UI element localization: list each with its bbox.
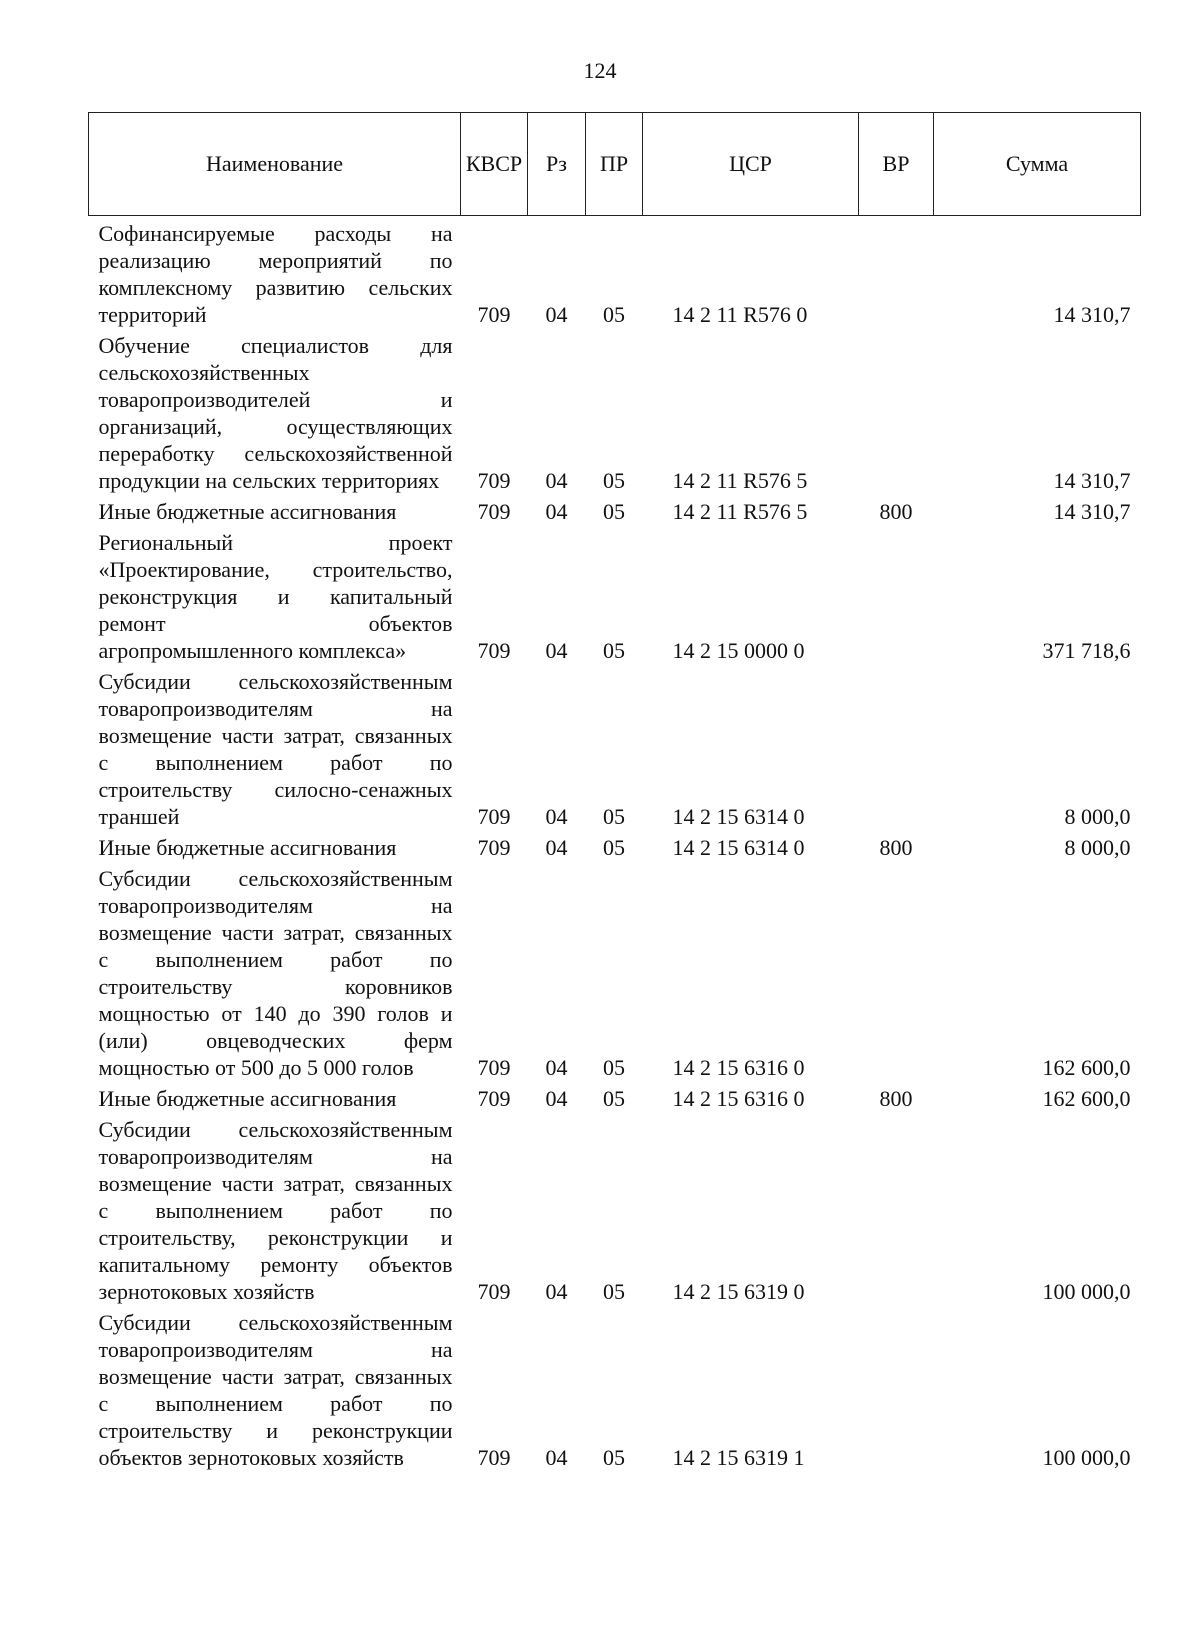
table-row	[89, 668, 1141, 834]
table-body	[89, 216, 1141, 1476]
row-name: Субсидии сельскохозяйственным товаропроизводителям на возмещение части затрат, связанных с выполнением работ по строительству силосно-сенажных траншей	[98, 669, 453, 829]
row-pr: 05	[603, 1055, 625, 1080]
row-csr: 14 2 11 R576 5	[672, 499, 808, 524]
row-kvsr: 709	[477, 302, 511, 327]
row-name: Региональный проект «Проектирование, строительство, реконструкция и капитальный ремонт объектов агропромышленного комплекса»	[98, 530, 453, 663]
row-sum: 8 000,0	[1064, 804, 1131, 829]
header-row	[89, 113, 1141, 216]
budget-table-container	[88, 112, 1140, 1475]
row-vr	[859, 668, 934, 834]
row-rz: 04	[545, 1445, 568, 1470]
row-name: Иные бюджетные ассигнования	[98, 499, 397, 524]
row-kvsr: 709	[477, 468, 511, 493]
row-name: Обучение специалистов для сельскохозяйственных товаропроизводителей и организаций, осуществляющих переработку сельскохозяйственной продукции на сельских территориях	[98, 333, 453, 493]
row-kvsr: 709	[477, 499, 511, 524]
table-header	[89, 113, 1141, 216]
row-csr: 14 2 15 6316 0	[672, 1055, 805, 1080]
header-vr: ВР	[859, 113, 934, 216]
row-sum: 100 000,0	[1042, 1445, 1131, 1470]
row-sum: 100 000,0	[1042, 1279, 1131, 1304]
row-rz: 04	[545, 468, 568, 493]
row-kvsr: 709	[477, 804, 511, 829]
row-rz: 04	[545, 804, 568, 829]
row-pr: 05	[603, 835, 625, 860]
row-kvsr: 709	[477, 1445, 511, 1470]
row-csr: 14 2 15 6314 0	[672, 804, 805, 829]
row-kvsr: 709	[477, 835, 511, 860]
row-csr: 14 2 15 6319 1	[672, 1445, 805, 1470]
row-pr: 05	[603, 1279, 625, 1304]
row-name: Субсидии сельскохозяйственным товаропроизводителям на возмещение части затрат, связанных с выполнением работ по строительству и реконструкции объектов зернотоковых хозяйств	[98, 1310, 453, 1470]
row-kvsr: 709	[477, 1086, 511, 1111]
page-number: 124	[583, 58, 617, 83]
header-csr: ЦСР	[643, 113, 859, 216]
row-sum: 14 310,7	[1053, 302, 1131, 327]
row-vr	[859, 865, 934, 1085]
table-row	[89, 865, 1141, 1085]
row-csr: 14 2 15 6314 0	[672, 835, 805, 860]
row-sum: 162 600,0	[1042, 1055, 1131, 1080]
table-row	[89, 529, 1141, 668]
row-rz: 04	[545, 835, 568, 860]
row-pr: 05	[603, 302, 625, 327]
row-pr: 05	[603, 1086, 625, 1111]
row-name: Субсидии сельскохозяйственным товаропроизводителям на возмещение части затрат, связанных с выполнением работ по строительству, реконструкции и капитальному ремонту объектов зернотоковых хозяйств	[98, 1117, 453, 1304]
budget-table	[88, 112, 1141, 1475]
row-rz: 04	[545, 499, 568, 524]
row-rz: 04	[545, 1279, 568, 1304]
row-sum: 371 718,6	[1042, 638, 1131, 663]
row-csr: 14 2 11 R576 0	[672, 302, 808, 327]
row-kvsr: 709	[477, 1055, 511, 1080]
row-sum: 8 000,0	[1064, 835, 1131, 860]
table-row	[89, 834, 1141, 865]
table-row	[89, 1116, 1141, 1309]
row-pr: 05	[603, 1445, 625, 1470]
row-name: Иные бюджетные ассигнования	[98, 1086, 397, 1111]
row-vr	[859, 529, 934, 668]
row-vr	[859, 1116, 934, 1309]
row-csr: 14 2 15 0000 0	[672, 638, 805, 663]
row-csr: 14 2 11 R576 5	[672, 468, 808, 493]
table-row	[89, 1085, 1141, 1116]
row-pr: 05	[603, 468, 625, 493]
row-rz: 04	[545, 638, 568, 663]
row-vr	[859, 1309, 934, 1475]
row-pr: 05	[603, 499, 625, 524]
row-vr: 800	[879, 835, 913, 860]
table-row	[89, 498, 1141, 529]
row-rz: 04	[545, 302, 568, 327]
row-csr: 14 2 15 6316 0	[672, 1086, 805, 1111]
row-sum: 14 310,7	[1053, 499, 1131, 524]
row-sum: 162 600,0	[1042, 1086, 1131, 1111]
row-name: Иные бюджетные ассигнования	[98, 835, 397, 860]
row-kvsr: 709	[477, 638, 511, 663]
row-pr: 05	[603, 804, 625, 829]
row-name: Софинансируемые расходы на реализацию мероприятий по комплексному развитию сельских территорий	[98, 221, 453, 327]
row-sum: 14 310,7	[1053, 468, 1131, 493]
row-csr: 14 2 15 6319 0	[672, 1279, 805, 1304]
row-vr	[859, 332, 934, 498]
header-pr: ПР	[586, 113, 643, 216]
row-name: Субсидии сельскохозяйственным товаропроизводителям на возмещение части затрат, связанных с выполнением работ по строительству коровников мощностью от 140 до 390 голов и (или) овцеводческих ферм мощностью от 500 до 5 000 голов	[98, 866, 453, 1080]
table-row	[89, 332, 1141, 498]
header-kvsr: КВСР	[461, 113, 528, 216]
header-rz: Рз	[528, 113, 586, 216]
row-pr: 05	[603, 638, 625, 663]
table-row	[89, 216, 1141, 333]
row-rz: 04	[545, 1055, 568, 1080]
table-row	[89, 1309, 1141, 1475]
header-name: Наименование	[89, 113, 461, 216]
row-rz: 04	[545, 1086, 568, 1111]
row-vr: 800	[879, 1086, 913, 1111]
row-vr	[859, 216, 934, 333]
row-kvsr: 709	[477, 1279, 511, 1304]
row-vr: 800	[879, 499, 913, 524]
header-sum: Сумма	[934, 113, 1141, 216]
